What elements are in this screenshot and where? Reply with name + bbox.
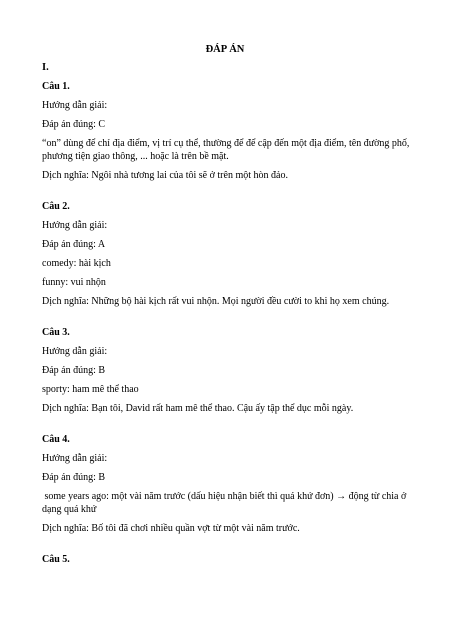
guide-label: Hướng dẫn giải: [42,100,108,111]
translation: Dịch nghĩa: Ngôi nhà tương lai của tôi sẽ ở trên một hòn đảo. [42,170,288,181]
explanation: some years ago: một vài năm trước (dấu hiệu nhận biết thì quá khứ đơn) → động từ chia ở dạng quá khứ [42,491,409,515]
question-title: Câu 4. [42,434,70,445]
translation: Dịch nghĩa: Bạn tôi, David rất ham mê thể thao. Cậu ấy tập thể dục mỗi ngày. [42,403,354,414]
explanation: “on” dùng để chỉ địa điểm, vị trí cụ thể, thường để để cập đến một địa điểm, tên đường phố, phương tiện giao thông, ... hoặc là trên bề mặt. [42,138,410,162]
answer-list [42,80,412,572]
question-block [42,553,412,566]
question-title: Câu 1. [42,81,70,92]
question-title: Câu 5. [42,554,70,565]
question-block [42,326,412,415]
vocab-line: comedy: hài kịch [42,258,111,269]
question-block [42,80,412,182]
document-title: ĐÁP ÁN [205,44,245,55]
question-block [42,433,412,535]
guide-label: Hướng dẫn giải: [42,346,108,357]
vocab-line: funny: vui nhộn [42,277,106,288]
translation: Dịch nghĩa: Những bộ hài kịch rất vui nhộn. Mọi người đều cười to khi họ xem chúng. [42,296,390,307]
guide-label: Hướng dẫn giải: [42,453,108,464]
part-heading: I. [42,62,49,73]
correct-answer: Đáp án đúng: B [42,472,106,483]
vocab-line: sporty: ham mê thể thao [42,384,139,395]
correct-answer: Đáp án đúng: A [42,239,106,250]
question-title: Câu 3. [42,327,70,338]
question-block [42,200,412,308]
guide-label: Hướng dẫn giải: [42,220,108,231]
correct-answer: Đáp án đúng: B [42,365,106,376]
translation: Dịch nghĩa: Bố tôi đã chơi nhiều quần vợt từ một vài năm trước. [42,523,300,534]
correct-answer: Đáp án đúng: C [42,119,106,130]
question-title: Câu 2. [42,201,70,212]
